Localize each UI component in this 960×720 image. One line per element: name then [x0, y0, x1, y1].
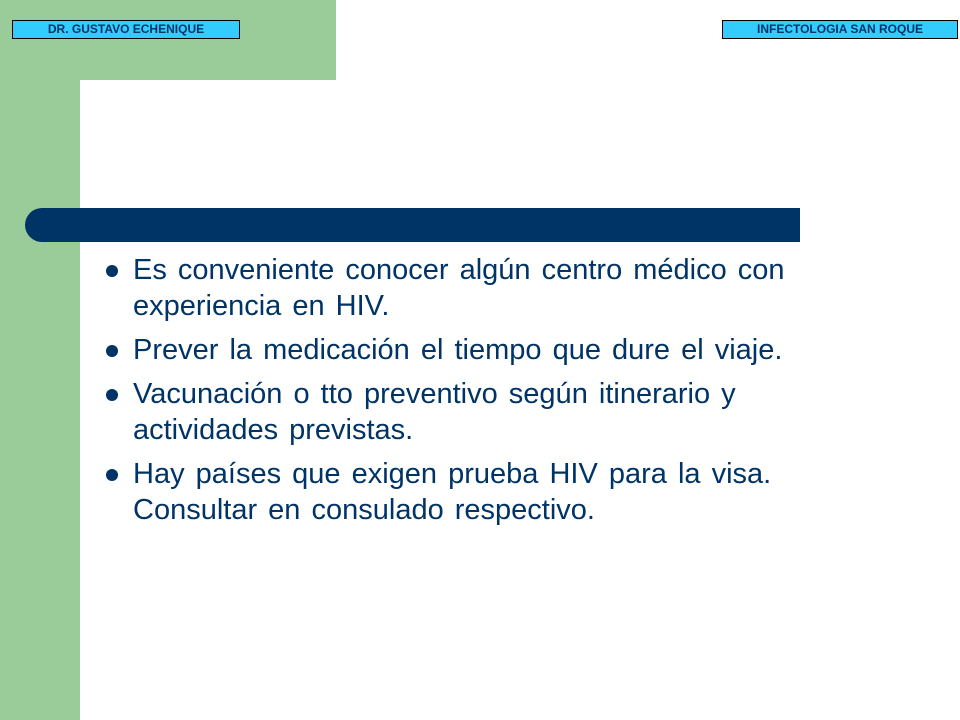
- content-area-corner: [80, 80, 160, 160]
- bullet-dot-icon: [106, 265, 118, 277]
- left-green-band: [0, 0, 80, 720]
- bullet-item: [100, 252, 870, 324]
- institution-label: INFECTOLOGIA SAN ROQUE: [722, 20, 958, 39]
- bullet-list: [100, 252, 870, 536]
- author-label: DR. GUSTAVO ECHENIQUE: [12, 20, 240, 39]
- bullet-item: [100, 332, 870, 368]
- top-green-band: [0, 0, 336, 80]
- bullet-text: Es conveniente conocer algún centro médico con experiencia en HIV.: [133, 254, 785, 322]
- bullet-text: Hay países que exigen prueba HIV para la visa. Consultar en consulado respectivo.: [133, 458, 772, 526]
- bullet-text: Prever la medicación el tiempo que dure el viaje.: [133, 334, 783, 366]
- title-bar: [25, 208, 800, 242]
- bullet-text: Vacunación o tto preventivo según itinerario y actividades previstas.: [133, 378, 736, 446]
- bullet-dot-icon: [106, 469, 118, 481]
- bullet-dot-icon: [106, 389, 118, 401]
- bullet-dot-icon: [106, 345, 118, 357]
- bullet-item: [100, 376, 870, 448]
- bullet-item: [100, 456, 870, 528]
